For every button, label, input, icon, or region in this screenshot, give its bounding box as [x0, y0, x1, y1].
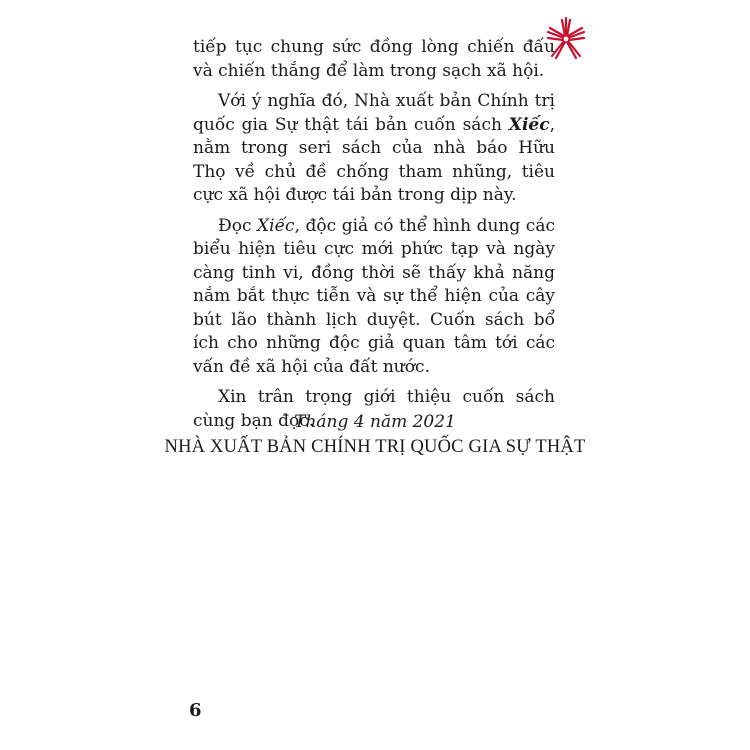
paragraph-2-text-start: Với ý nghĩa đó, Nhà xuất bản Chính trị quốc gia Sự thật tái bản cuốn sách: [193, 91, 555, 135]
body-text: [193, 36, 555, 440]
paragraph-3-text-end: , độc giả có thể hình dung các biểu hiện tiêu cực mới phức tạp và ngày càng tinh vi, đồng thời sẽ thấy khả năng nắm bắt thực tiễn và sự thể hiện của cây bút lão thành lịch duyệt. Cuốn sách bổ ích cho những độc giả quan tâm tới các vấn đề xã hội của đất nước.: [193, 215, 555, 377]
signature-date: Tháng 4 năm 2021: [294, 412, 456, 432]
paragraph-2: [193, 90, 555, 208]
paragraph-3-text-start: Đọc: [218, 215, 258, 236]
book-title: Xiếc: [508, 114, 550, 135]
paragraph-2-text-end: , nằm trong seri sách của nhà báo Hữu Thọ về chủ đề chống tham nhũng, tiêu cực xã hội được tái bản trong dịp này.: [193, 114, 555, 205]
book-title: Xiếc: [257, 215, 295, 236]
signature-publisher: NHÀ XUẤT BẢN CHÍNH TRỊ QUỐC GIA SỰ THẬT: [164, 437, 586, 457]
page-number: 6: [189, 700, 202, 721]
paragraph-3: [193, 215, 555, 380]
paragraph-4: Xin trân trọng giới thiệu cuốn sách cùng bạn đọc.: [193, 387, 555, 431]
paragraph-1: tiếp tục chung sức đồng lòng chiến đấu và chiến thắng để làm trong sạch xã hội.: [193, 37, 555, 81]
